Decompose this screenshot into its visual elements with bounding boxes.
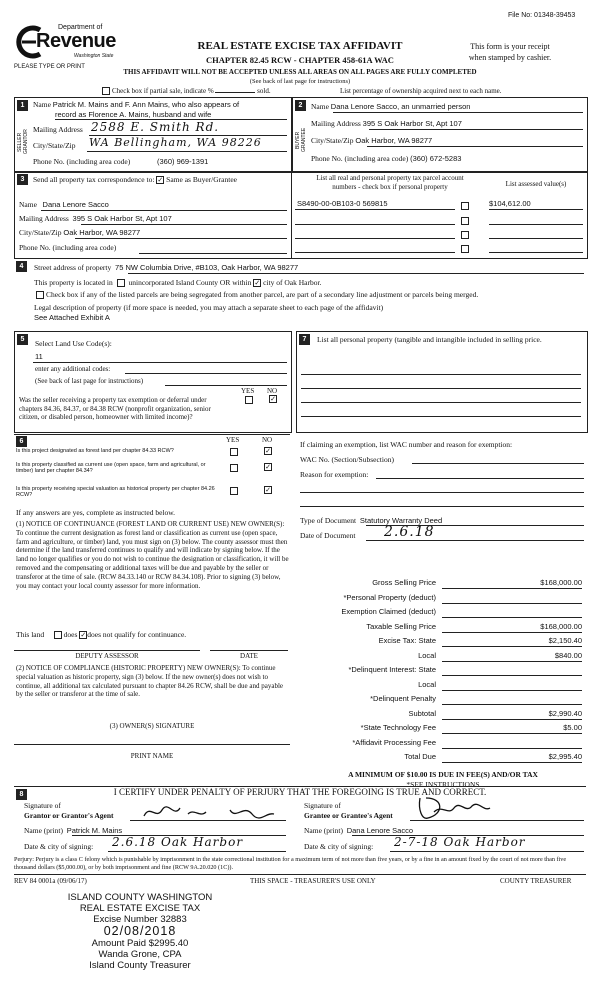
tax-row xyxy=(300,678,586,693)
tax-row-value[interactable] xyxy=(442,680,582,691)
see-instructions-note: *SEE INSTRUCTIONS xyxy=(406,780,480,789)
legal-description-value[interactable]: See Attached Exhibit A xyxy=(34,313,110,322)
s5-no-header: NO xyxy=(267,387,278,395)
s5-yes-header: YES xyxy=(241,387,255,395)
grantee-sig-label-1: Signature of xyxy=(304,801,341,810)
deputy-date-label: DATE xyxy=(240,652,258,660)
s2-mail-value[interactable]: 395 S Oak Harbor St, Apt 107 xyxy=(362,119,462,128)
notice-of-continuance: (1) NOTICE OF CONTINUANCE (FOREST LAND OR CURRENT USE) NEW OWNER(S): To continue the current designation as forest land or classification as current use (open space, farm and agriculture, or timber) land, you must sign on (3) below. The county assessor must then determine if the land transferred continues to qualify and will indicate by signing below. If the land no longer qualifies or you do not wish to continue the designation or classification, it will be removed and the compensating or additional taxes will be due and payable by the seller or transferor at the time of sale. (RCW 84.33.140 or RCW 84.34.108). Prior to signing (3) below, you may contact your local county assessor for more information. xyxy=(16,520,289,590)
county-treasurer-label: COUNTY TREASURER xyxy=(500,877,572,885)
stamp-amount: Amount Paid $2995.40 xyxy=(91,938,189,949)
s6-current-use-question: Is this property classified as current use (open space, farm and agricultural, or timber) land per chapter 84.34? xyxy=(16,462,206,474)
s3-corr-label: Send all property tax correspondence to: xyxy=(33,175,155,184)
tax-row-label: *Personal Property (deduct) xyxy=(343,592,436,602)
s3-mail-value[interactable]: 395 S Oak Harbor St, Apt 107 xyxy=(72,214,172,223)
s6-current-use-yes[interactable] xyxy=(230,464,238,472)
tax-row-value[interactable] xyxy=(442,694,582,705)
section-6-designations xyxy=(14,434,290,774)
tax-row xyxy=(300,620,586,635)
exemption-label: If claiming an exemption, list WAC number and reason for exemption: xyxy=(300,440,513,449)
treasurer-stamp xyxy=(60,892,220,971)
land-use-code[interactable]: 11 xyxy=(35,352,43,361)
s6-no-header: NO xyxy=(262,436,273,444)
s6-yes-header: YES xyxy=(226,436,240,444)
street-value[interactable]: 75 NW Columbia Drive, #B103, Oak Harbor, WA 98277 xyxy=(115,263,299,272)
tax-row-value[interactable] xyxy=(442,593,582,604)
tax-row xyxy=(300,634,586,649)
see-back-note: (See back of last page for instructions) xyxy=(249,78,351,85)
s2-city-label: City/State/Zip xyxy=(311,136,354,145)
tax-row-value[interactable]: $2,995.40 xyxy=(442,752,582,763)
form-revision: REV 84 0001a (09/06/17) xyxy=(14,877,87,885)
tax-row-value[interactable]: $5.00 xyxy=(442,723,582,734)
tax-row-value[interactable]: $168,000.00 xyxy=(442,622,582,633)
section-1-number: 1 xyxy=(17,100,28,111)
please-type-note: PLEASE TYPE OR PRINT xyxy=(14,64,85,70)
s5-exemption-question: Was the seller receiving a property tax exemption or deferral under chapters 84.36, 84.37, or 84.38 RCW (nonprofit organization, senior citizen, or disabled person, homeowner with limited income)? xyxy=(19,396,211,421)
tax-row xyxy=(300,576,586,591)
unincorporated-label: unincorporated Island County OR within xyxy=(128,278,252,287)
s1-city-label: City/State/Zip xyxy=(33,141,76,150)
section-3-number: 3 xyxy=(17,174,28,185)
does-qualify-checkbox[interactable] xyxy=(54,631,62,639)
grantor-sig-label-2: Grantor or Grantor's Agent xyxy=(24,811,114,820)
stamp-date: 02/08/2018 xyxy=(103,924,177,938)
tax-row-label: Total Due xyxy=(404,752,436,761)
stamp-treasurer-name: Wanda Grone, CPA xyxy=(98,949,182,960)
doc-type-label: Type of Document xyxy=(300,516,357,525)
grantee-name-label: Name (print) xyxy=(304,826,343,835)
grantor-sig-label-1: Signature of xyxy=(24,801,61,810)
tax-row xyxy=(300,750,586,765)
section-4-number: 4 xyxy=(16,261,27,272)
parcel-number[interactable]: S8490-00-0B103-0 569815 xyxy=(297,199,388,208)
receipt-note-2: when stamped by cashier. xyxy=(468,53,552,62)
s3-city-label: City/State/Zip xyxy=(19,228,62,237)
tax-row xyxy=(300,692,586,707)
same-as-buyer-checkbox[interactable]: ✓ xyxy=(157,176,164,185)
tax-row-label: *Affidavit Processing Fee xyxy=(352,737,436,747)
tax-row-label: *Delinquent Interest: State xyxy=(348,665,436,674)
s6-historic-no[interactable]: ✓ xyxy=(265,486,271,494)
logo-name: Revenue xyxy=(36,30,116,52)
tax-row xyxy=(300,649,586,664)
partial-sale-row xyxy=(100,87,271,95)
section-1-seller xyxy=(14,97,292,173)
section-7-number: 7 xyxy=(299,334,310,345)
wac-label: WAC No. (Section/Subsection) xyxy=(300,455,394,464)
city-checkbox[interactable]: ✓ xyxy=(254,279,261,288)
s1-city-value[interactable]: WA Bellingham, WA 98226 xyxy=(89,136,262,149)
tax-calculation-table xyxy=(300,576,586,772)
tax-row xyxy=(300,736,586,751)
grantee-date-label: Date & city of signing: xyxy=(304,842,374,851)
section-3-correspondence xyxy=(14,171,588,259)
s6-forest-question: Is this project designated as forest land per chapter 84.33 RCW? xyxy=(16,448,174,454)
sold-label: sold. xyxy=(257,87,271,95)
s1-name-label: Name xyxy=(33,100,51,109)
treasurer-only-label: THIS SPACE - TREASURER'S USE ONLY xyxy=(250,877,376,885)
tax-row-value[interactable]: $168,000.00 xyxy=(442,578,582,589)
buyer-grantee-label: BUYER GRANTEE xyxy=(295,127,307,153)
partial-sale-label: Check box if partial sale, indicate % xyxy=(112,87,214,95)
s5-no-checkbox[interactable]: ✓ xyxy=(270,395,276,403)
s2-phone-label: Phone No. (including area code) xyxy=(311,154,409,163)
s6-forest-no[interactable]: ✓ xyxy=(265,447,271,455)
grantor-name-label: Name (print) xyxy=(24,826,63,835)
minimum-due-note: A MINIMUM OF $10.00 IS DUE IN FEE(S) AND/OR TAX xyxy=(348,770,538,779)
owner-signature-label: (3) OWNER(S) SIGNATURE xyxy=(109,722,195,730)
city-of-label: city of Oak Harbor. xyxy=(263,278,322,287)
tax-row xyxy=(300,663,586,678)
stamp-line-2: REAL ESTATE EXCISE TAX xyxy=(79,903,201,914)
s2-phone-value[interactable]: (360) 672-5283 xyxy=(410,154,462,163)
section-8-number: 8 xyxy=(16,789,27,800)
certify-statement: I CERTIFY UNDER PENALTY OF PERJURY THAT THE FOREGOING IS TRUE AND CORRECT. xyxy=(113,787,487,797)
print-name-label: PRINT NAME xyxy=(130,752,174,760)
s2-name-label: Name xyxy=(311,102,329,111)
legal-description-label: Legal description of property (if more space is needed, you may attach a separate sheet to each page of the affidavit) xyxy=(34,303,384,312)
s1-phone-label: Phone No. (including area code) xyxy=(33,157,131,166)
notice-of-compliance: (2) NOTICE OF COMPLIANCE (HISTORIC PROPERTY) NEW OWNER(S): To continue special valuation as historic property, sign (3) below. If the new owner(s) does not wish to continue, all additional tax calculated pursuant to chapter 84.26 RCW, shall be due and payable by the seller or transferor at the time of sale. xyxy=(16,664,284,699)
stamp-line-1: ISLAND COUNTY WASHINGTON xyxy=(67,892,213,903)
does-not-label: does not qualify for continuance. xyxy=(87,630,187,639)
logo-state: Washington State xyxy=(74,53,114,59)
grantor-signature[interactable] xyxy=(140,802,280,822)
tax-row xyxy=(300,591,586,606)
tax-row-value[interactable] xyxy=(442,665,582,676)
grantee-date-value[interactable]: 2-7-18 Oak Harbor xyxy=(394,835,526,849)
same-as-buyer-label: Same as Buyer/Grantee xyxy=(166,175,237,184)
located-label: This property is located in xyxy=(34,278,113,287)
partial-sale-checkbox[interactable] xyxy=(102,87,110,95)
reason-label: Reason for exemption: xyxy=(300,470,369,479)
parcel-list-header-1: List all real and personal property tax parcel account xyxy=(316,174,464,182)
form-title: REAL ESTATE EXCISE TAX AFFIDAVIT xyxy=(197,40,403,52)
perjury-notice: Perjury: Perjury is a class C felony which is punishable by imprisonment in the state correctional institution for a maximum term of not more than five years, or by a fine in an amount fixed by the court of not more than five thousand dollars ($5,000.00), or by both imprisonment and fine (RCW 9A.20.020 (1C)). xyxy=(14,856,567,871)
tax-row-value[interactable] xyxy=(442,607,582,618)
grantor-date-value[interactable]: 2.6.18 Oak Harbor xyxy=(112,835,244,849)
parcel-list-header-2: numbers - check box if personal property xyxy=(332,183,448,191)
form-chapters: CHAPTER 82.45 RCW - CHAPTER 458-61A WAC xyxy=(206,55,394,65)
assessed-value-header: List assessed value(s) xyxy=(505,180,567,188)
s1-name-line-1: Patrick M. Mains and F. Ann Mains, who also appears of xyxy=(52,100,240,109)
seller-grantor-label: SELLER GRANTOR xyxy=(17,129,29,155)
s6-if-yes: If any answers are yes, complete as instructed below. xyxy=(16,508,176,517)
personal-property-label: List all personal property (tangible and intangible included in selling price. xyxy=(317,335,542,344)
s5-yes-checkbox[interactable] xyxy=(245,396,253,404)
deputy-assessor-label: DEPUTY ASSESSOR xyxy=(75,652,139,660)
s6-forest-yes[interactable] xyxy=(230,448,238,456)
dor-logo xyxy=(14,24,124,64)
s3-city-value[interactable]: Oak Harbor, WA 98277 xyxy=(63,228,141,237)
additional-codes-label: enter any additional codes: xyxy=(35,365,111,373)
unincorporated-checkbox[interactable] xyxy=(117,279,125,287)
segregated-checkbox[interactable] xyxy=(36,291,44,299)
parcel-personal-checkbox[interactable] xyxy=(461,217,469,225)
does-not-qualify-checkbox[interactable]: ✓ xyxy=(80,631,87,640)
street-label: Street address of property xyxy=(34,263,112,272)
s1-phone-value[interactable]: (360) 969-1391 xyxy=(157,157,209,166)
tax-row-label: Exemption Claimed (deduct) xyxy=(341,607,436,616)
parcel-personal-checkbox[interactable] xyxy=(461,202,469,210)
section-2-number: 2 xyxy=(295,100,306,111)
s3-mail-label: Mailing Address xyxy=(19,214,69,223)
section-5-number: 5 xyxy=(17,334,28,345)
not-accepted-warning: THIS AFFIDAVIT WILL NOT BE ACCEPTED UNLESS ALL AREAS ON ALL PAGES ARE FULLY COMPLETED xyxy=(123,68,477,76)
logo-dept: Department of xyxy=(58,24,103,31)
section-4-property xyxy=(14,259,586,327)
tax-row-label: Local xyxy=(418,650,436,660)
s1-name-line-2: record as Florence A. Mains, husband and wife xyxy=(55,110,212,119)
assessed-value[interactable]: $104,612.00 xyxy=(489,199,531,208)
s5-see-back: (See back of last page for instructions) xyxy=(35,377,144,385)
section-6-number: 6 xyxy=(16,436,27,447)
s1-mail-value[interactable]: 2588 E. Smith Rd. xyxy=(91,120,220,134)
grantee-name-value[interactable]: Dana Lenore Sacco xyxy=(346,826,413,835)
section-5-land-use xyxy=(14,331,292,433)
stamp-line-3: Excise Number 32883 xyxy=(93,914,187,925)
parcel-personal-checkbox[interactable] xyxy=(461,245,469,253)
tax-row-value[interactable]: $840.00 xyxy=(442,651,582,662)
tax-row xyxy=(300,721,586,736)
doc-type-value[interactable]: Statutory Warranty Deed xyxy=(359,516,443,525)
grantor-name-value[interactable]: Patrick M. Mains xyxy=(66,826,123,835)
stamp-treasurer-title: Island County Treasurer xyxy=(89,960,191,971)
this-land-label: This land xyxy=(16,630,45,639)
s3-name-label: Name xyxy=(19,200,37,209)
s2-city-value[interactable]: Oak Harbor, WA 98277 xyxy=(355,136,433,145)
tax-row-label: *Delinquent Penalty xyxy=(370,694,436,703)
s3-phone-label: Phone No. (including area code) xyxy=(19,243,117,252)
s3-name-value[interactable]: Dana Lenore Sacco xyxy=(42,200,109,209)
list-percentage-note: List percentage of ownership acquired next to each name. xyxy=(340,87,502,95)
doc-date-value[interactable]: 2.6.18 xyxy=(384,524,435,540)
tax-row-label: Excise Tax: State xyxy=(378,636,436,645)
grantee-sig-label-2: Grantee or Grantee's Agent xyxy=(304,811,393,820)
tax-row-value[interactable] xyxy=(442,738,582,749)
s6-historic-yes[interactable] xyxy=(230,487,238,495)
tax-row-label: Local xyxy=(418,679,436,689)
s2-name-value[interactable]: Dana Lenore Sacco, an unmarried person xyxy=(330,102,471,111)
section-7-personal-property xyxy=(296,331,588,433)
receipt-note-1: This form is your receipt xyxy=(470,42,550,51)
land-use-label: Select Land Use Code(s): xyxy=(35,339,112,348)
tax-row xyxy=(300,605,586,620)
tax-row-label: Gross Selling Price xyxy=(372,578,436,587)
segregated-label: Check box if any of the listed parcels are being segregated from another parcel, are part of a secondary line adjustment or parcels being merged. xyxy=(46,290,479,299)
parcel-personal-checkbox[interactable] xyxy=(461,231,469,239)
s6-current-use-no[interactable]: ✓ xyxy=(265,463,271,471)
tax-row-label: Subtotal xyxy=(408,708,436,718)
s1-mail-label: Mailing Address xyxy=(33,125,83,134)
tax-row-label: *State Technology Fee xyxy=(360,723,436,732)
s6-historic-question: Is this property receiving special valuation as historical property per chapter 84.26 RCW? xyxy=(16,486,215,498)
tax-row-value[interactable]: $2,150.40 xyxy=(442,636,582,647)
grantor-date-label: Date & city of signing: xyxy=(24,842,94,851)
doc-date-label: Date of Document xyxy=(300,531,356,540)
tax-row xyxy=(300,707,586,722)
file-number: File No: 01348-39453 xyxy=(508,12,576,19)
section-2-buyer xyxy=(292,97,588,173)
s2-mail-label: Mailing Address xyxy=(311,119,361,128)
tax-row-label: Taxable Selling Price xyxy=(366,621,436,631)
tax-row-value[interactable]: $2,990.40 xyxy=(442,709,582,720)
does-label: does xyxy=(63,630,78,639)
